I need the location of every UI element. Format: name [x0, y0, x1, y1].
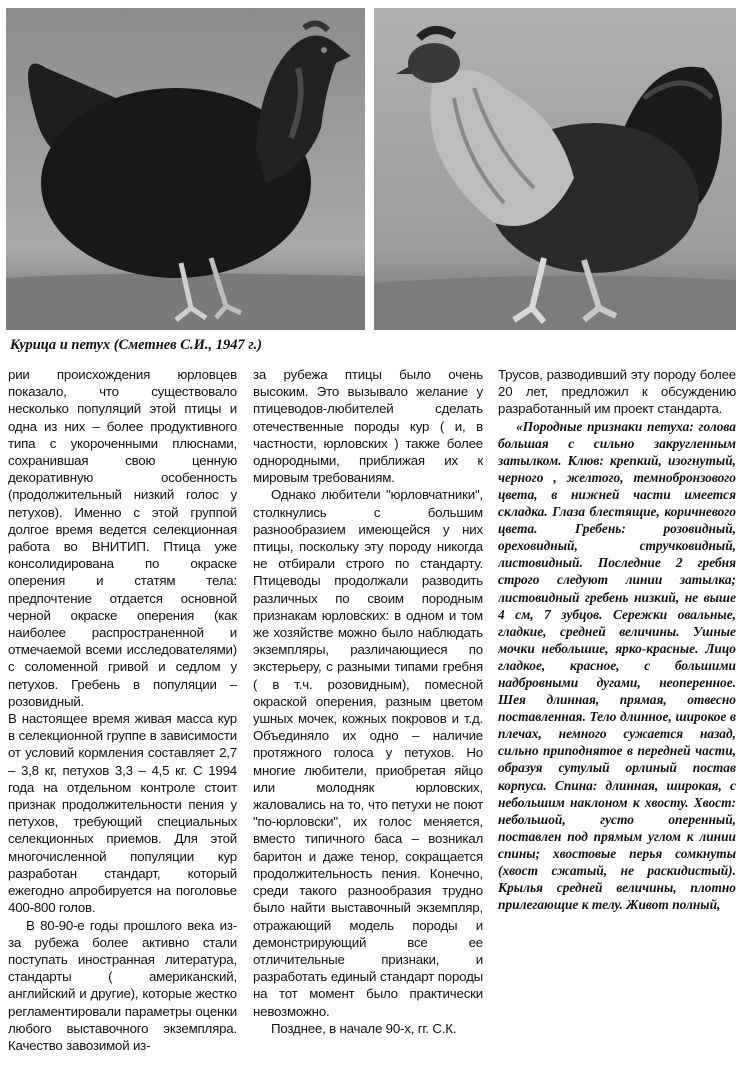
- text-column-3: [498, 366, 736, 1086]
- paragraph: Однако любители "юрловчатники", столкнулись с большим разнообразием имеющейся у них птицы, поскольку эту породу никогда не отбирали строго по стандарту. Птицеводы продолжали разводить различных по своим породным признакам юрловских: в одном и том же хозяйстве можно было наблюдать экземпляры, различающиеся по экстерьеру, с разными типами гребня ( в т.ч. розовидным), помесной окраской оперения, разным цветом ушных мочек, кожных покровов и т.д. Объединяло их одно – наличие протяжного голоса у петухов. Но многие любители, приобретая яйцо или молодняк юрловских, жаловались на то, что петухи не поют "по-юрловски", их голос меняется, вместо типичного баса – возникал баритон и даже тенор, сокращается продолжительность пения. Конечно, среди такого разнообразия трудно было найти выставочный экземпляр, отражающий модель породы и демонстрирующий все ее отличительные признаки, и разработать единый стандарт породы на тот момент было практически невозможно.: [253, 487, 483, 1019]
- paragraph: Трусов, разводивший эту породу более 20 лет, предложил к обсуждению разработанный им проект стандарта.: [498, 367, 736, 417]
- paragraph: В 80-90-е годы прошлого века из-за рубежа более активно стали поступать иностранная литература, стандарты ( американский, английский и другие), которые жестко регламентировали параметры оценки любого выставочного экземпляра. Качество завозимой из-: [8, 917, 237, 1053]
- paragraph: за рубежа птицы было очень высоким. Это вызывало желание у птицеводов-любителей сделать отечественные породы кур ( и, в частности, юрловских ) также более однородными, приближая их к мировым требованиям.: [253, 367, 483, 486]
- paragraph: Позднее, в начале 90-х, гг. С.К.: [271, 1020, 457, 1036]
- figure-caption: Курица и петух (Сметнев С.И., 1947 г.): [10, 337, 262, 353]
- text-column-1: [8, 366, 237, 1086]
- text-column-2: [253, 366, 483, 1086]
- breed-standard-quote: «Породные признаки петуха: голова большая с сильно закругленным затылком. Клюв: крепкий, изогнутый, черного , желтого, темнобронзового цвета, в нижней части имеется складка. Глаза блестящие, коричневого цвета. Гребень: розовидный, ореховидный, стручковидный, листовидный. Последние 2 гребня строго следуют линии затылка; листовидный гребень низкий, не выше 4 см, 7 зубцов. Сережки овальные, гладкие, средней величины. Ушные мочки небольшие, ярко-красные. Лицо гладкое, красное, с большими надбровными дугами, неоперенное. Шея длинная, прямая, отвесно поставленная. Тело длинное, широкое в плечах, немного сужается назад, сильно приподнятое в передней части, образуя сутулый орлиный постав корпуса. Спина: длинная, широкая, с небольшим наклоном к хвосту. Хвост: небольшой, густо оперенный, поставлен под прямым углом к линии спины; хвостовые перья сомкнуты (хвост сжатый, не раскидистый). Крылья средней величины, плотно прилегающие к телу. Живот полный,: [498, 418, 736, 913]
- paragraph: рии происхождения юрловцев показало, что существовало несколько популяций этой птицы и одна из них – более продуктивного типа с укороченными плюснами, сохранившая свою ценную декоративную особенность (продолжительный низкий голос у петухов). Именно с этой группой долгое время ведется селекционная работа во ВНИТИП. Птица уже консолидирована по окраске оперения и статям тела: предпочтение отдается основной черной окраске оперения (как наиболее распространенной и отмечаемой всеми исследователями) с соломенной гривой и седлом у петухов. Гребень в популяции – розовидный.: [8, 367, 237, 709]
- rooster-photo: [374, 8, 736, 330]
- hen-photo: [6, 8, 365, 330]
- paragraph: В настоящее время живая масса кур в селекционной группе в зависимости от условий кормления составляет 2,7 – 3,8 кг, петухов 3,3 – 4,5 кг. С 1994 года на отдельном контроле стоит признак продолжительности пения у петухов, требующий специальных селекционных приемов. Для этой многочисленной популяции кур разработан стандарт, который ежегодно апробируется на поголовье 400-800 голов.: [8, 711, 237, 916]
